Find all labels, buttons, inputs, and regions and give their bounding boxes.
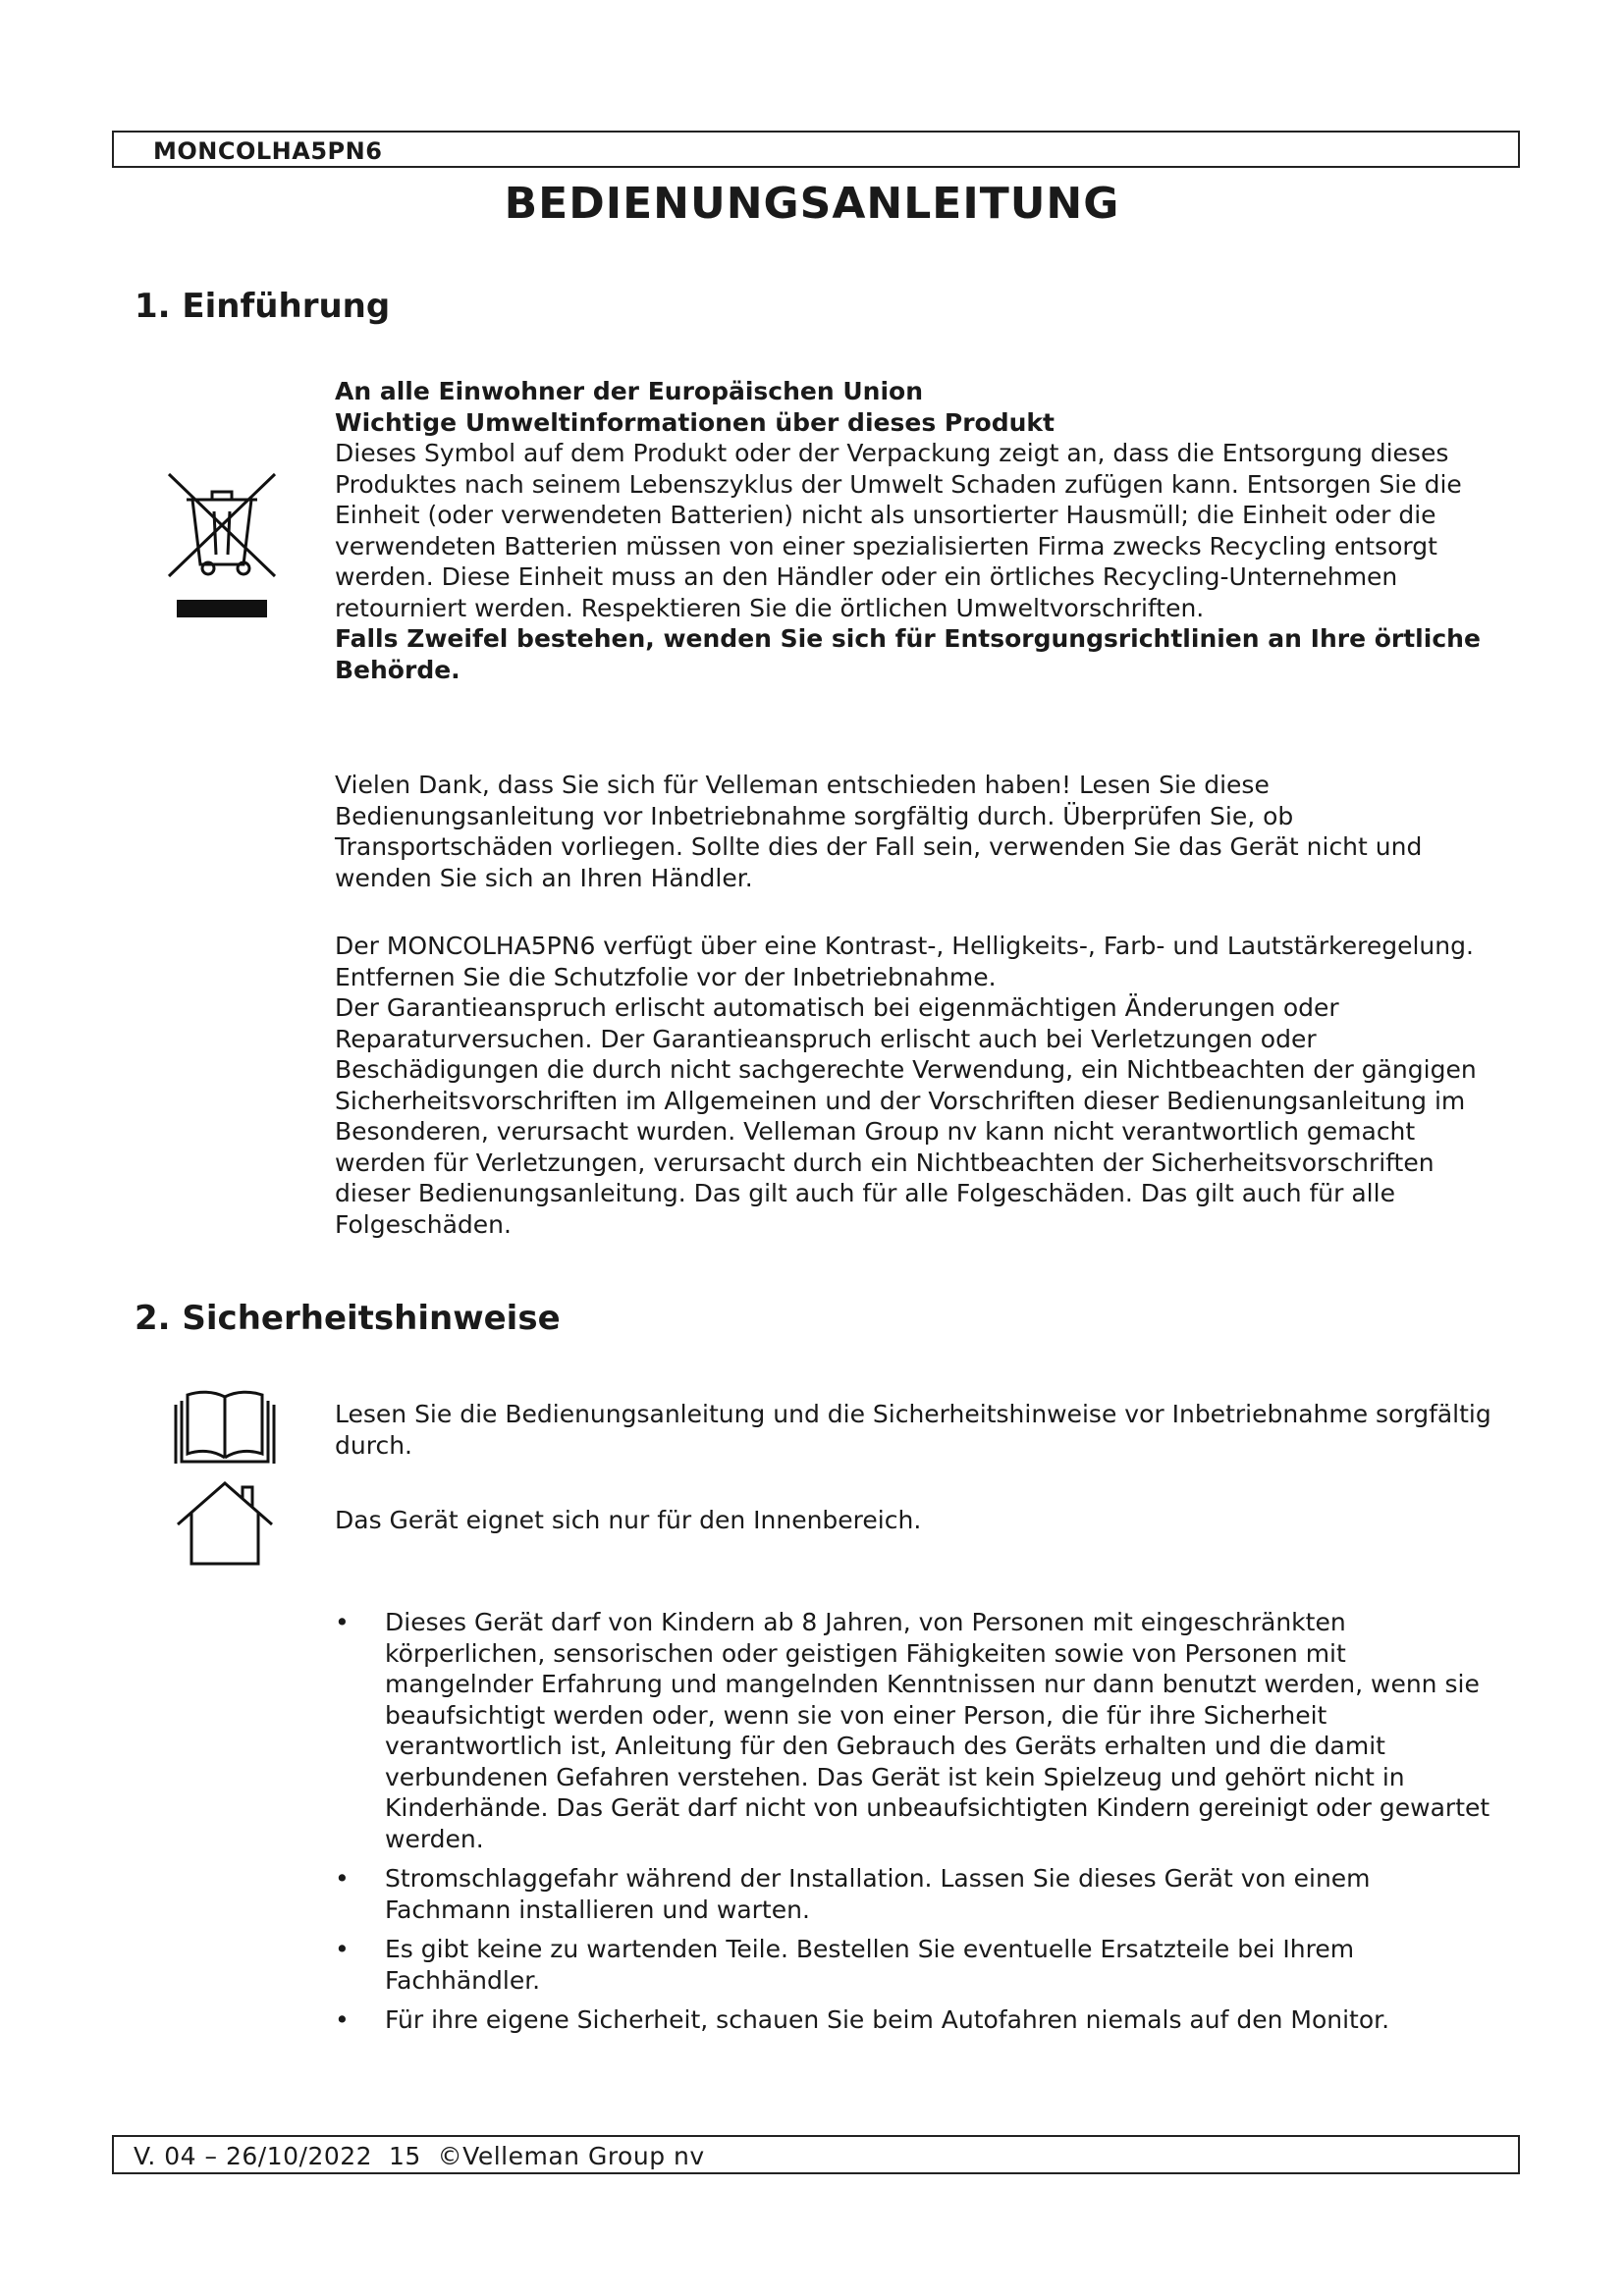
features-text: Der MONCOLHA5PN6 verfügt über eine Kontrast-, Helligkeits-, Farb- und Lautstärkeregelung. Entfernen Sie die Schutzfolie vor der Inbetriebnahme.: [335, 932, 1474, 991]
read-manual-note: Lesen Sie die Bedienungsanleitung und die Sicherheitshinweise vor Inbetriebnahme sorgfältig durch.: [335, 1400, 1491, 1460]
thanks-paragraph: Vielen Dank, dass Sie sich für Velleman entschieden haben! Lesen Sie diese Bedienungsanleitung vor Inbetriebnahme sorgfältig durch. Überprüfen Sie, ob Transportschäden vorliegen. Sollte dies der Fall sein, verwenden Sie das Gerät nicht und wenden Sie sich an Ihren Händler.: [335, 771, 1423, 892]
weee-title-env: Wichtige Umweltinformationen über dieses Produkt: [335, 407, 1055, 437]
list-item: • Es gibt keine zu wartenden Teile. Bestellen Sie eventuelle Ersatzteile bei Ihrem Fachhändler.: [335, 1935, 1355, 1995]
bullet-dot: •: [335, 1608, 350, 1636]
indoor-only-note: Das Gerät eignet sich nur für den Innenbereich.: [335, 1506, 922, 1534]
safety-list: [335, 1607, 1493, 2045]
bullet-dot: •: [335, 1935, 350, 1963]
weee-bin-icon: [163, 466, 281, 633]
list-item: • Dieses Gerät darf von Kindern ab 8 Jahren, von Personen mit eingeschränkten körperlichen, sensorischen oder geistigen Fähigkeiten sowie von Personen mit mangelnder Erfahrung und mangelnden Kenntnissen nur dann benutzt werden, wenn sie beaufsichtigt werden oder, wenn sie von einer Person, die für ihre Sicherheit verantwortlich ist, Anleitung für den Gebrauch des Geräts erhalten und die damit verbundenen Gefahren verstehen. Das Gerät ist kein Spielzeug und gehört nicht in Kinderhände. Das Gerät darf nicht von unbeaufsichtigten Kindern gereinigt oder gewartet werden.: [335, 1608, 1490, 1853]
page-title: BEDIENUNGSANLEITUNG: [504, 179, 1120, 229]
section-heading-safety: 2. Sicherheitshinweise: [135, 1299, 561, 1338]
warranty-text: Der Garantieanspruch erlischt automatisch bei eigenmächtigen Änderungen oder Reparaturversuchen. Der Garantieanspruch erlischt auch bei Verletzungen oder Beschädigungen die durch nicht sachgerechte Verwendung, ein Nichtbeachten der gängigen Sicherheitsvorschriften im Allgemeinen und der Vorschriften dieser Bedienungsanleitung im Besonderen, verursacht wurden. Velleman Group nv kann nicht verantwortlich gemacht werden für Verletzungen, verursacht durch ein Nichtbeachten der Sicherheitsvorschriften dieser Bedienungsanleitung. Das gilt auch für alle Folgeschäden. Das gilt auch für alle Folgeschäden.: [335, 993, 1477, 1239]
bullet-dot: •: [335, 2005, 350, 2034]
manual-book-icon: [174, 1385, 276, 1466]
indoor-house-icon: [174, 1479, 276, 1568]
header-box: [112, 131, 1520, 168]
weee-title-eu: An alle Einwohner der Europäischen Union: [335, 377, 924, 405]
section-heading-introduction: 1. Einführung: [135, 287, 391, 326]
list-item: • Stromschlaggefahr während der Installation. Lassen Sie dieses Gerät von einem Fachmann installieren und warten.: [335, 1864, 1371, 1924]
weee-contact-note: Falls Zweifel bestehen, wenden Sie sich für Entsorgungsrichtlinien an Ihre örtliche Behörde.: [335, 624, 1481, 684]
footer-version: V. 04 – 26/10/2022 15 ©Velleman Group nv: [134, 2142, 705, 2170]
footer-box: [112, 2135, 1520, 2174]
weee-body: Dieses Symbol auf dem Produkt oder der Verpackung zeigt an, dass die Entsorgung dieses Produktes nach seinem Lebenszyklus der Umwelt Schaden zufügen kann. Entsorgen Sie die Einheit (oder verwendeten Batterien) nicht als unsortierter Hausmüll; die Einheit oder die verwendeten Batterien müssen von einer spezialisierten Firma zwecks Recycling entsorgt werden. Diese Einheit muss an den Händler oder ein örtliches Recycling-Unternehmen retourniert werden. Respektieren Sie die örtlichen Umweltvorschriften.: [335, 439, 1462, 622]
model-code: MONCOLHA5PN6: [153, 137, 383, 165]
weee-notice: [335, 376, 1493, 685]
list-item: • Für ihre eigene Sicherheit, schauen Sie beim Autofahren niemals auf den Monitor.: [335, 2005, 1390, 2034]
features-paragraph: [335, 931, 1493, 1240]
bullet-dot: •: [335, 1864, 350, 1893]
